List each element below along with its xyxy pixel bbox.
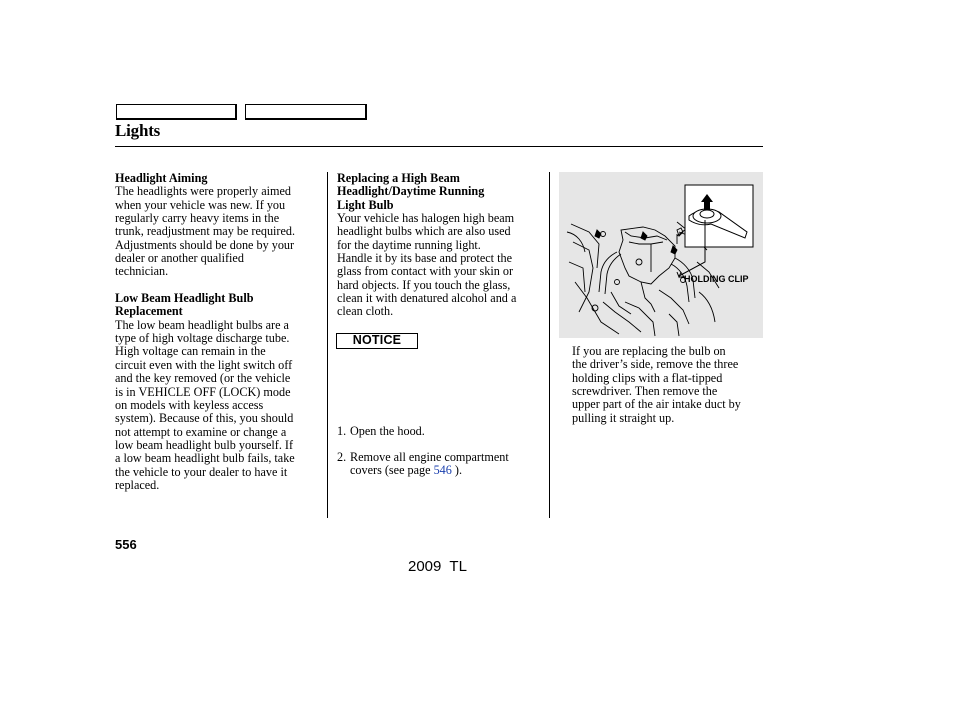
step-number: 2. [337, 450, 347, 464]
text-line: Your vehicle has halogen high beam [337, 211, 515, 226]
text-line: the driver’s side, remove the three [572, 357, 739, 372]
step-text: covers (see page [350, 463, 434, 478]
text-line: hard objects. If you touch the glass, [337, 277, 511, 292]
text-line: The headlights were properly aimed [115, 184, 291, 199]
text-line: clean it with denatured alcohol and a [337, 291, 517, 306]
page-link[interactable]: 546 [433, 463, 452, 478]
step-1 [337, 425, 542, 438]
text-line: replaced. [115, 477, 160, 492]
text-line: type of high voltage discharge tube. [115, 331, 290, 346]
text-line: screwdriver. Then remove the [572, 384, 718, 399]
text-line: trunk, readjustment may be required. [115, 224, 296, 239]
step-text: Remove all engine compartment [350, 450, 509, 464]
text-line: clean cloth. [337, 304, 394, 319]
section-heading-high-beam: Light Bulb [337, 197, 394, 212]
text-line: regularly carry heavy items in the [115, 211, 280, 226]
text-line: a low beam headlight bulb fails, take [115, 451, 295, 466]
section-heading-high-beam: Headlight/Daytime Running [337, 184, 485, 199]
column-2 [337, 172, 542, 319]
text-line: system). Because of this, you should [115, 411, 294, 426]
text-line: Handle it by its base and protect the [337, 251, 512, 266]
text-line: for the daytime running light. [337, 237, 481, 252]
title-divider [115, 146, 763, 147]
text-line: headlight bulbs which are also used [337, 224, 511, 239]
text-line: low beam headlight bulb yourself. If [115, 437, 294, 452]
figure-label: HOLDING CLIP [684, 274, 749, 284]
text-line: not attempt to examine or change a [115, 424, 287, 439]
column-divider-1 [327, 172, 328, 518]
text-line: technician. [115, 264, 169, 279]
nav-tab-1[interactable] [116, 104, 237, 120]
step-text: Open the hood. [350, 424, 425, 438]
text-line: upper part of the air intake duct by [572, 397, 741, 412]
text-line: holding clips with a flat-tipped [572, 370, 723, 385]
text-line: glass from contact with your skin or [337, 264, 514, 279]
section-heading-low-beam: Low Beam Headlight Bulb [115, 291, 254, 306]
column-1 [115, 172, 323, 492]
footer-model: 2009 TL [408, 558, 467, 575]
column-divider-2 [549, 172, 550, 518]
text-line: If you are replacing the bulb on [572, 344, 726, 358]
column-3 [572, 345, 766, 425]
step-number: 1. [337, 424, 347, 438]
nav-tab-2[interactable] [245, 104, 367, 120]
section-heading-high-beam: Replacing a High Beam [337, 171, 460, 185]
text-line: dealer or another qualified [115, 251, 244, 266]
text-line: circuit even with the light switch off [115, 357, 293, 372]
section-heading-low-beam: Replacement [115, 304, 183, 319]
text-line: on models with keyless access [115, 397, 264, 412]
section-heading-headlight-aiming: Headlight Aiming [115, 171, 208, 185]
text-line: is in VEHICLE OFF (LOCK) mode [115, 384, 291, 399]
text-line: and the key removed (or the vehicle [115, 371, 291, 386]
text-line: High voltage can remain in the [115, 344, 266, 359]
text-line: when your vehicle was new. If you [115, 197, 286, 212]
text-line: The low beam headlight bulbs are a [115, 317, 289, 332]
step-text: ). [451, 463, 463, 478]
page-number: 556 [115, 537, 137, 552]
text-line: pulling it straight up. [572, 410, 675, 425]
step-2 [337, 451, 542, 478]
text-line: the vehicle to your dealer to have it [115, 464, 288, 479]
notice-box: NOTICE [336, 333, 418, 349]
page-title: Lights [115, 121, 161, 140]
text-line: Adjustments should be done by your [115, 237, 295, 252]
engine-bay-illustration [559, 172, 763, 338]
engine-bay-drawing [559, 172, 763, 338]
